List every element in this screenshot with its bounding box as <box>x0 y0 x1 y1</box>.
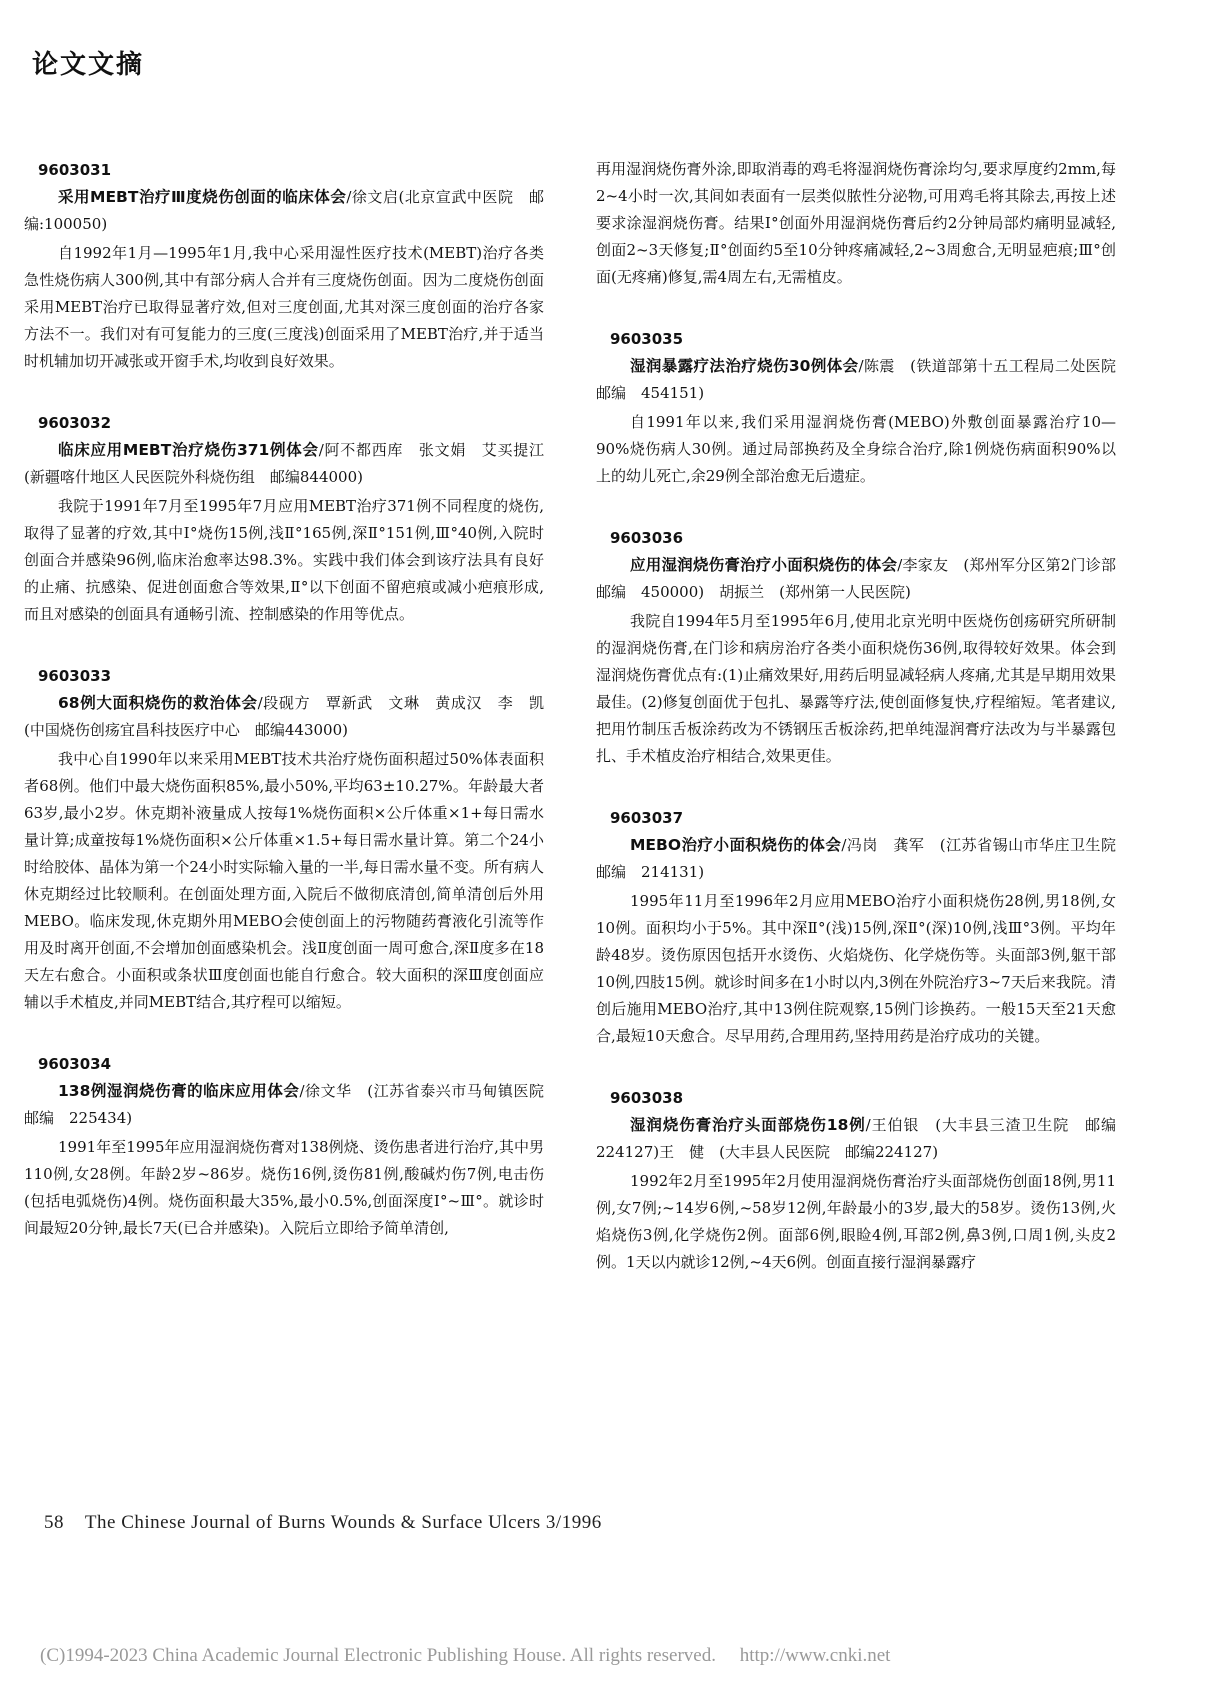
abstract-byline: /陈震 (铁道部第十五工程局二处医院 邮编 454151) <box>596 357 1132 402</box>
abstract-body: 自1991年以来,我们采用湿润烧伤膏(MEBO)外敷创面暴露治疗10—90%烧伤病人30例。通过局部换药及全身综合治疗,除1例烧伤病面积90%以上的幼儿死亡,余29例全部治愈无后遗症。 <box>596 413 1116 485</box>
abstract-byline: /冯岗 龚军 (江苏省锡山市华庄卫生院 邮编 214131) <box>596 836 1131 881</box>
abstract-byline: /阿不都西库 张文娟 艾买提江 (新疆喀什地区人民医院外科烧伤组 邮编844000) <box>24 441 560 486</box>
abstract-title: 湿润暴露疗法治疗烧伤30例体会 <box>630 357 859 375</box>
abstract-9603035 <box>596 327 1132 490</box>
abstract-body: 自1992年1月—1995年1月,我中心采用湿性医疗技术(MEBT)治疗各类急性烧伤病人300例,其中有部分病人合并有三度烧伤创面。因为二度烧伤创面采用MEBT治疗已取得显著疗效,但对三度创面,尤其对深三度创面的治疗各家方法不一。我们对有可复能力的三度(三度浅)创面采用了MEBT治疗,并于适当时机辅加切开减张或开窗手术,均收到良好效果。 <box>24 244 544 370</box>
abstract-9603032 <box>24 411 560 628</box>
abstract-byline: /段砚方 覃新武 文琳 黄成汉 李 凯 (中国烧伤创疡宜昌科技医疗中心 邮编443000) <box>24 694 560 739</box>
copyright-watermark: (C)1994-2023 China Academic Journal Electronic Publishing House. All rights reserved. http://www.cnki.net <box>40 1645 891 1666</box>
abstract-body: 我院于1991年7月至1995年7月应用MEBT治疗371例不同程度的烧伤,取得了显著的疗效,其中Ⅰ°烧伤15例,浅Ⅱ°165例,深Ⅱ°151例,Ⅲ°40例,入院时创面合并感染96例,临床治愈率达98.3%。实践中我们体会到该疗法具有良好的止痛、抗感染、促进创面愈合等效果,Ⅱ°以下创面不留疤痕或减小疤痕形成,而且对感染的创面具有通畅引流、控制感染的作用等优点。 <box>24 497 544 623</box>
abstract-title: 临床应用MEBT治疗烧伤371例体会 <box>58 441 319 459</box>
abstract-heading <box>596 1112 1131 1166</box>
abstract-id: 9603037 <box>610 809 684 827</box>
abstract-title: 采用MEBT治疗Ⅲ度烧伤创面的临床体会 <box>58 188 347 206</box>
abstract-9603038 <box>596 1086 1131 1276</box>
abstract-byline: /徐文华 (江苏省泰兴市马甸镇医院 邮编 225434) <box>24 1082 560 1127</box>
abstract-heading <box>596 832 1131 886</box>
abstract-body: 1991年至1995年应用湿润烧伤膏对138例烧、烫伤患者进行治疗,其中男110例,女28例。年龄2岁~86岁。烧伤16例,烫伤81例,酸碱灼伤7例,电击伤(包括电弧烧伤)4例。烧伤面积最大35%,最小0.5%,创面深度Ⅰ°~Ⅲ°。就诊时间最短20分钟,最长7天(已合并感染)。入院后立即给予简单清创, <box>24 1138 544 1237</box>
journal-name: The Chinese Journal of Burns Wounds & Surface Ulcers 3/1996 <box>84 1512 602 1533</box>
left-column <box>24 158 560 1278</box>
abstract-body: 1992年2月至1995年2月使用湿润烧伤膏治疗头面部烧伤创面18例,男11例,女7例;~14岁6例,~58岁12例,年龄最小的3岁,最大的58岁。烫伤13例,火焰烧伤3例,化学烧伤2例。面部6例,眼睑4例,耳部2例,鼻3例,口周1例,头皮2例。1天以内就诊12例,~4天6例。创面直接行湿润暴露疗 <box>596 1172 1116 1271</box>
abstract-id: 9603032 <box>38 414 112 432</box>
abstract-body: 我院自1994年5月至1995年6月,使用北京光明中医烧伤创疡研究所研制的湿润烧伤膏,在门诊和病房治疗各类小面积烧伤36例,取得较好效果。体会到湿润烧伤膏优点有:(1)止痛效果好,用药后明显减轻病人疼痛,尤其是早期用效果最佳。(2)修复创面优于包扎、暴露等疗法,使创面修复快,疗程缩短。笔者建议,把用竹制压舌板涂药改为不锈钢压舌板涂药,把单纯湿润膏疗法改为与半暴露包扎、手术植皮治疗相结合,效果更佳。 <box>596 612 1116 765</box>
abstract-id: 9603035 <box>610 330 684 348</box>
abstract-9603034 <box>24 1052 560 1242</box>
right-column <box>596 156 1132 1312</box>
abstract-heading <box>24 437 560 491</box>
abstract-id: 9603038 <box>610 1089 684 1107</box>
abstract-byline: /徐文启(北京宣武中医院 邮编:100050) <box>24 188 544 233</box>
page-number: 58 <box>44 1512 64 1533</box>
abstract-body-continuation: 再用湿润烧伤膏外涂,即取消毒的鸡毛将湿润烧伤膏涂均匀,要求厚度约2mm,每2~4小时一次,其间如表面有一层类似脓性分泌物,可用鸡毛将其除去,再按上述要求涂湿润烧伤膏。结果Ⅰ°创面外用湿润烧伤膏后约2分钟局部灼痛明显减轻,创面2~3天修复;Ⅱ°创面约5至10分钟疼痛减轻,2~3周愈合,无明显疤痕;Ⅲ°创面(无疼痛)修复,需4周左右,无需植皮。 <box>596 160 1116 286</box>
abstract-heading <box>596 552 1132 606</box>
abstract-9603034-continued <box>596 156 1116 291</box>
abstract-9603036 <box>596 526 1132 770</box>
abstract-heading <box>24 184 544 238</box>
section-title: 论文文摘 <box>32 50 145 80</box>
abstract-heading <box>24 690 560 744</box>
abstract-title: MEBO治疗小面积烧伤的体会 <box>630 836 842 854</box>
abstract-title: 138例湿润烧伤膏的临床应用体会 <box>58 1082 300 1100</box>
abstract-id: 9603031 <box>38 161 112 179</box>
abstract-id: 9603036 <box>610 529 684 547</box>
abstract-byline: /王伯银 (大丰县三渣卫生院 邮编 224127)王 健 (大丰县人民医院 邮编224127) <box>596 1116 1131 1161</box>
abstract-heading <box>24 1078 560 1132</box>
abstract-9603037 <box>596 806 1131 1050</box>
abstract-id: 9603034 <box>38 1055 112 1073</box>
abstract-body: 1995年11月至1996年2月应用MEBO治疗小面积烧伤28例,男18例,女10例。面积均小于5%。其中深Ⅱ°(浅)15例,深Ⅱ°(深)10例,浅Ⅲ°3例。平均年龄48岁。烫伤原因包括开水烫伤、火焰烧伤、化学烧伤等。头面部3例,躯干部10例,四肢15例。就诊时间多在1小时以内,3例在外院治疗3~7天后来我院。清创后施用MEBO治疗,其中13例住院观察,15例门诊换药。一般15天至21天愈合,最短10天愈合。尽早用药,合理用药,坚持用药是治疗成功的关键。 <box>596 892 1116 1045</box>
abstract-title: 68例大面积烧伤的救治体会 <box>58 694 258 712</box>
abstract-byline: /李家友 (郑州军分区第2门诊部 邮编 450000) 胡振兰 (郑州第一人民医院) <box>596 556 1132 601</box>
abstract-title: 应用湿润烧伤膏治疗小面积烧伤的体会 <box>630 556 898 574</box>
abstract-9603031 <box>24 158 544 375</box>
page-footer <box>44 1512 602 1534</box>
abstract-title: 湿润烧伤膏治疗头面部烧伤18例 <box>630 1116 866 1134</box>
abstract-id: 9603033 <box>38 667 112 685</box>
abstract-heading <box>596 353 1132 407</box>
abstract-9603033 <box>24 664 560 1016</box>
abstract-body: 我中心自1990年以来采用MEBT技术共治疗烧伤面积超过50%体表面积者68例。他们中最大烧伤面积85%,最小50%,平均63±10.27%。年龄最大者63岁,最小2岁。休克期补液量成人按每1%烧伤面积×公斤体重×1+每日需水量计算;成童按每1%烧伤面积×公斤体重×1.5+每日需水量计算。第二个24小时给胶体、晶体为第一个24小时实际输入量的一半,每日需水量不变。所有病人休克期经过比较顺利。在创面处理方面,入院后不做彻底清创,简单清创后外用MEBO。临床发现,休克期外用MEBO会使创面上的污物随药膏液化引流等作用及时离开创面,不会增加创面感染机会。浅Ⅱ度创面一周可愈合,深Ⅱ度多在18天左右愈合。小面积或条状Ⅲ度创面也能自行愈合。较大面积的深Ⅲ度创面应辅以手术植皮,并同MEBT结合,其疗程可以缩短。 <box>24 750 544 1011</box>
